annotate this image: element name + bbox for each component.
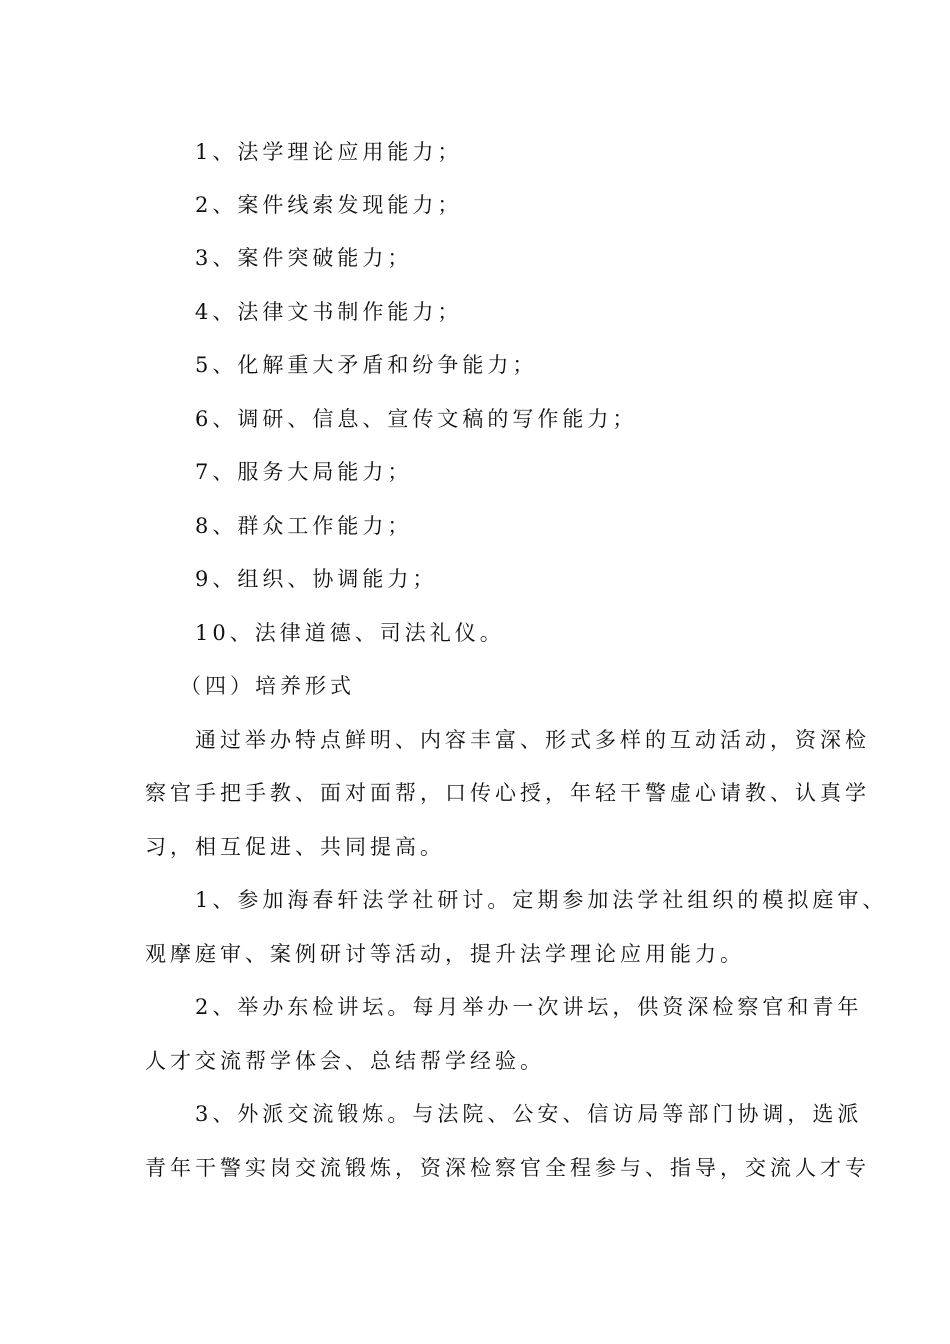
- intro-paragraph-line-2: 察官手把手教、面对面帮，口传心授，年轻干警虚心请教、认真学: [145, 781, 870, 805]
- form-2-line-2: 人才交流帮学体会、总结帮学经验。: [145, 1049, 545, 1073]
- list-item-ability-6: 6、调研、信息、宣传文稿的写作能力；: [195, 407, 638, 431]
- section-heading: （四）培养形式: [180, 674, 355, 698]
- list-item-ability-7: 7、服务大局能力；: [195, 460, 413, 484]
- list-item-ability-1: 1、法学理论应用能力；: [195, 140, 463, 164]
- list-item-ability-8: 8、群众工作能力；: [195, 514, 413, 538]
- list-item-ability-9: 9、组织、协调能力；: [195, 567, 438, 591]
- form-3-line-2: 青年干警实岗交流锻炼，资深检察官全程参与、指导，交流人才专: [145, 1156, 870, 1180]
- form-1-line-2: 观摩庭审、案例研讨等活动，提升法学理论应用能力。: [145, 942, 745, 966]
- form-3-line-1: 3、外派交流锻炼。与法院、公安、信访局等部门协调，选派: [195, 1102, 863, 1126]
- intro-paragraph-line-1: 通过举办特点鲜明、内容丰富、形式多样的互动活动，资深检: [195, 728, 870, 752]
- list-item-ability-4: 4、法律文书制作能力；: [195, 300, 463, 324]
- form-1-line-1: 1、参加海春轩法学社研讨。定期参加法学社组织的模拟庭审、: [195, 888, 888, 912]
- form-2-line-1: 2、举办东检讲坛。每月举办一次讲坛，供资深检察官和青年: [195, 995, 863, 1019]
- list-item-ability-2: 2、案件线索发现能力；: [195, 193, 463, 217]
- intro-paragraph-line-3: 习，相互促进、共同提高。: [145, 835, 445, 859]
- list-item-ability-5: 5、化解重大矛盾和纷争能力；: [195, 353, 538, 377]
- list-item-ability-10: 10、法律道德、司法礼仪。: [195, 621, 505, 645]
- list-item-ability-3: 3、案件突破能力；: [195, 246, 413, 270]
